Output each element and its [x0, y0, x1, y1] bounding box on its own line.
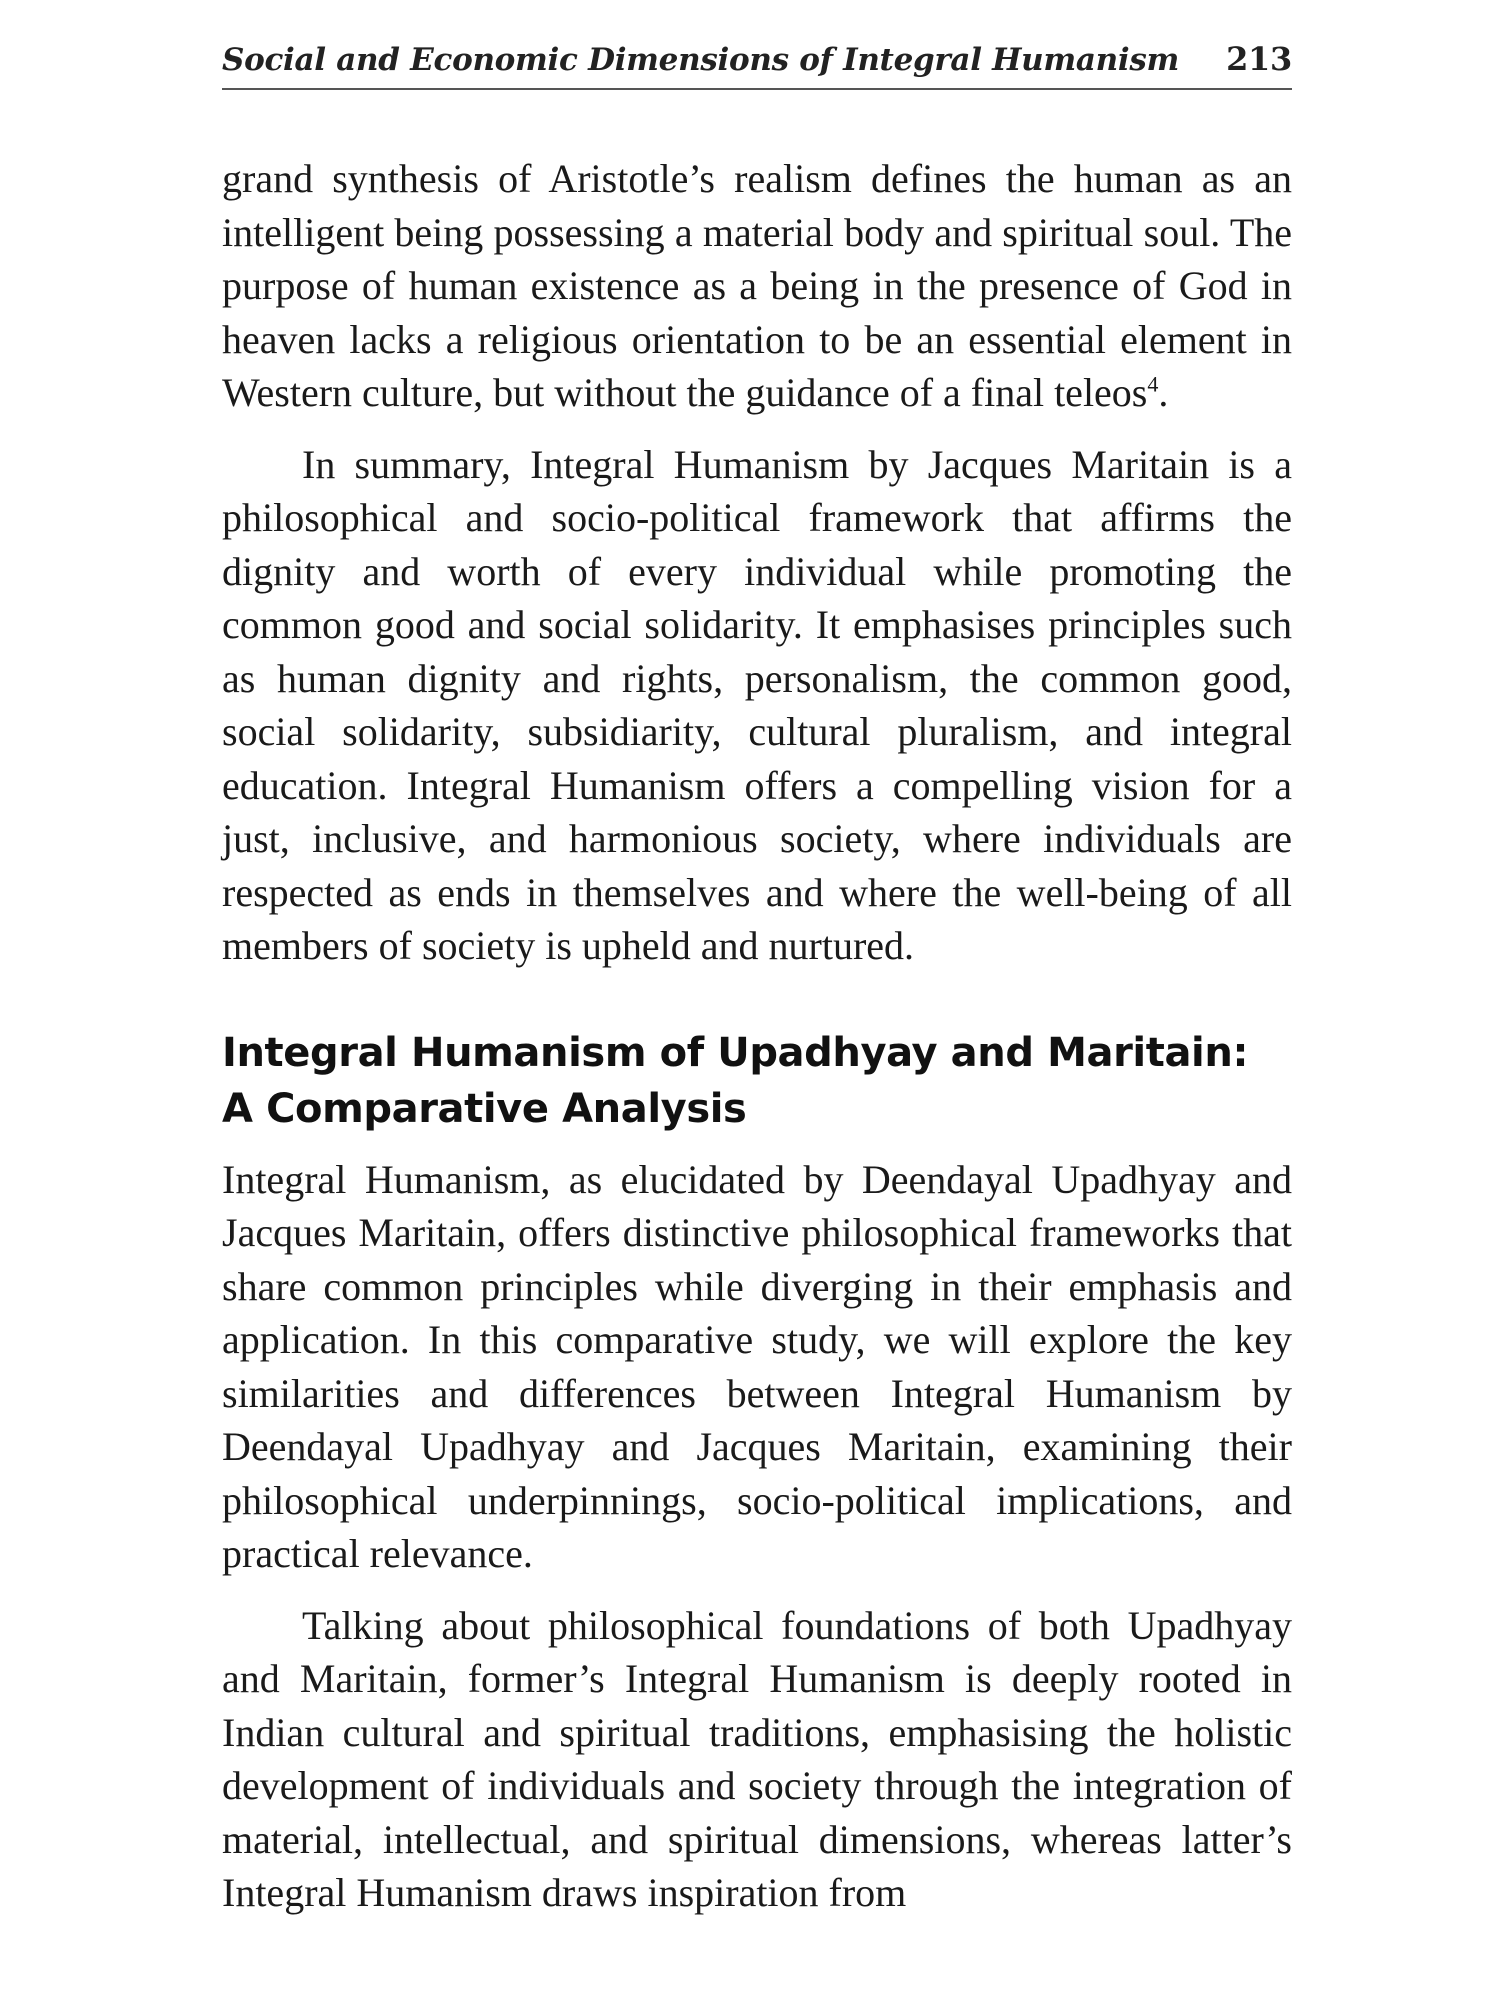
- footnote-marker: 4: [1147, 371, 1159, 397]
- paragraph-continuation-text: grand synthesis of Aristotle’s realism defines the human as an intelligent being possessing a material body and spiritual soul. The purpose of human existence as a being in the presence of God in heaven lacks a religious orientation to be an essential element in Western culture, but without the guidance of a final teleos: [222, 156, 1292, 415]
- paragraph-continuation: [222, 152, 1292, 420]
- paragraph-comparative-intro: Integral Humanism, as elucidated by Deendayal Upadhyay and Jacques Maritain, offers distinctive philosophical frameworks that share common principles while diverging in their emphasis and application. In this comparative study, we will explore the key similarities and differences between Integral Humanism by Deendayal Upadhyay and Jacques Maritain, examining their philosophical underpinnings, socio-political implications, and practical relevance.: [222, 1156, 1292, 1576]
- running-header: [222, 40, 1292, 90]
- section-heading-line-2: A Comparative Analysis: [222, 1085, 747, 1132]
- paragraph-continuation-end: .: [1158, 370, 1169, 415]
- paragraph-summary: In summary, Integral Humanism by Jacques Maritain is a philosophical and socio-political framework that affirms the dignity and worth of every individual while promoting the common good and social solidarity. It emphasises principles such as human dignity and rights, personalism, the common good, social solidarity, subsidiarity, cultural pluralism, and integral education. Integral Humanism offers a compelling vision for a just, inclusive, and harmonious society, where individuals are respected as ends in themselves and where the well-being of all members of society is upheld and nurtured.: [222, 441, 1292, 968]
- running-title: Social and Economic Dimensions of Integral Humanism: [222, 42, 1180, 78]
- paragraph-philosophical-foundations: Talking about philosophical foundations of both Upadhyay and Maritain, former’s Integral Humanism is deeply rooted in Indian cultural and spiritual traditions, emphasising the holistic development of individuals and society through the integration of material, intellectual, and spiritual dimensions, whereas latter’s Integral Humanism draws inspiration from: [222, 1602, 1292, 1915]
- page-number: 213: [1226, 40, 1292, 78]
- book-page: [222, 40, 1292, 1920]
- section-heading: [222, 1025, 1292, 1137]
- section-heading-line-1: Integral Humanism of Upadhyay and Maritain:: [222, 1029, 1249, 1076]
